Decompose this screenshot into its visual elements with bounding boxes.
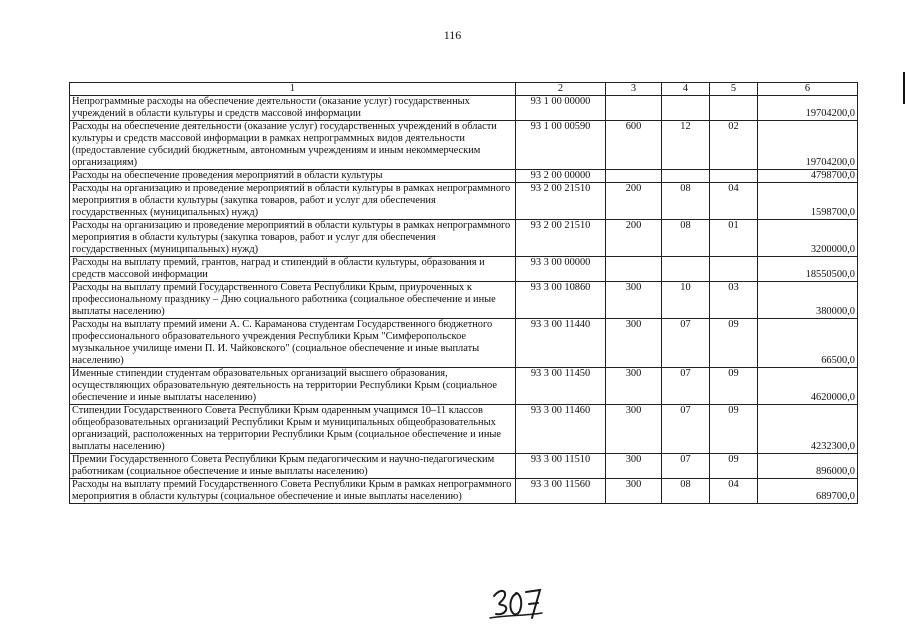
row-name: Расходы на обеспечение проведения мероприятий в области культуры xyxy=(70,170,516,183)
row-pr: 01 xyxy=(710,220,758,257)
row-amount: 689700,0 xyxy=(758,479,858,504)
row-pr xyxy=(710,170,758,183)
row-pr: 04 xyxy=(710,479,758,504)
row-rz xyxy=(662,170,710,183)
row-name: Расходы на организацию и проведение мероприятий в области культуры в рамках непрограммного мероприятия в области культуры (закупка товаров, работ и услуг для обеспечения государственных (муниципальных) нужд) xyxy=(70,220,516,257)
row-pr xyxy=(710,257,758,282)
row-rz xyxy=(662,96,710,121)
row-code: 93 3 00 11510 xyxy=(516,454,606,479)
table-row xyxy=(70,257,858,282)
table-row xyxy=(70,479,858,504)
row-name: Расходы на обеспечение деятельности (оказание услуг) государственных учреждений в области культуры и средств массовой информации в рамках непрограммных видов деятельности (предоставление субсидий бюджетным, автономным учреждениям и иным некоммерческим организациям) xyxy=(70,121,516,170)
row-amount: 4232300,0 xyxy=(758,405,858,454)
row-amount: 4798700,0 xyxy=(758,170,858,183)
row-pr: 09 xyxy=(710,405,758,454)
table-row xyxy=(70,454,858,479)
header-col-amount: 6 xyxy=(758,83,858,96)
row-rz: 08 xyxy=(662,183,710,220)
row-code: 93 2 00 21510 xyxy=(516,220,606,257)
table-row xyxy=(70,170,858,183)
row-vr xyxy=(606,257,662,282)
row-vr: 300 xyxy=(606,405,662,454)
row-pr xyxy=(710,96,758,121)
table-row xyxy=(70,96,858,121)
table-row xyxy=(70,183,858,220)
row-vr xyxy=(606,96,662,121)
row-code: 93 3 00 11450 xyxy=(516,368,606,405)
row-pr: 03 xyxy=(710,282,758,319)
budget-table xyxy=(69,82,858,504)
row-amount: 4620000,0 xyxy=(758,368,858,405)
row-name: Премии Государственного Совета Республики Крым педагогическим и научно-педагогическим работникам (социальное обеспечение и иные выплаты населению) xyxy=(70,454,516,479)
row-pr: 09 xyxy=(710,368,758,405)
row-vr: 300 xyxy=(606,282,662,319)
row-vr: 300 xyxy=(606,479,662,504)
row-vr: 300 xyxy=(606,368,662,405)
row-name: Расходы на выплату премий Государственного Совета Республики Крым в рамках непрограммного мероприятия в области культуры (социальное обеспечение и иные выплаты населению) xyxy=(70,479,516,504)
row-pr: 02 xyxy=(710,121,758,170)
row-amount: 66500,0 xyxy=(758,319,858,368)
page-number: 116 xyxy=(443,28,462,42)
header-col-pr: 5 xyxy=(710,83,758,96)
header-col-rz: 4 xyxy=(662,83,710,96)
row-vr: 600 xyxy=(606,121,662,170)
table-row xyxy=(70,405,858,454)
row-code: 93 3 00 00000 xyxy=(516,257,606,282)
row-code: 93 2 00 00000 xyxy=(516,170,606,183)
row-amount: 1598700,0 xyxy=(758,183,858,220)
row-amount: 19704200,0 xyxy=(758,121,858,170)
row-rz: 10 xyxy=(662,282,710,319)
row-rz: 08 xyxy=(662,220,710,257)
row-name: Расходы на организацию и проведение мероприятий в области культуры в рамках непрограммного мероприятия в области культуры (закупка товаров, работ и услуг для обеспечения государственных (муниципальных) нужд) xyxy=(70,183,516,220)
row-rz: 07 xyxy=(662,368,710,405)
row-pr: 09 xyxy=(710,319,758,368)
row-amount: 3200000,0 xyxy=(758,220,858,257)
row-rz: 12 xyxy=(662,121,710,170)
row-name: Стипендии Государственного Совета Республики Крым одаренным учащимся 10–11 классов общеобразовательных организаций Республики Крым и муниципальных общеобразовательных организаций, расположенных на территории Республики Крым (социальное обеспечение и иные выплаты населению) xyxy=(70,405,516,454)
row-amount: 380000,0 xyxy=(758,282,858,319)
row-code: 93 3 00 11440 xyxy=(516,319,606,368)
row-vr xyxy=(606,170,662,183)
row-rz xyxy=(662,257,710,282)
handwritten-page-mark xyxy=(486,584,546,622)
row-vr: 300 xyxy=(606,454,662,479)
row-rz: 08 xyxy=(662,479,710,504)
row-name: Именные стипендии студентам образовательных организаций высшего образования, осуществляющих образовательную деятельность на территории Республики Крым (социальное обеспечение и иные выплаты населению) xyxy=(70,368,516,405)
row-vr: 200 xyxy=(606,183,662,220)
table-row xyxy=(70,220,858,257)
row-vr: 300 xyxy=(606,319,662,368)
header-col-name: 1 xyxy=(70,83,516,96)
row-code: 93 1 00 00590 xyxy=(516,121,606,170)
row-code: 93 1 00 00000 xyxy=(516,96,606,121)
row-amount: 896000,0 xyxy=(758,454,858,479)
row-name: Расходы на выплату премий, грантов, наград и стипендий в области культуры, образования и средств массовой информации xyxy=(70,257,516,282)
row-rz: 07 xyxy=(662,454,710,479)
table-row xyxy=(70,319,858,368)
table-header-row xyxy=(70,83,858,96)
row-vr: 200 xyxy=(606,220,662,257)
row-code: 93 3 00 10860 xyxy=(516,282,606,319)
row-pr: 09 xyxy=(710,454,758,479)
row-code: 93 3 00 11560 xyxy=(516,479,606,504)
header-col-vr: 3 xyxy=(606,83,662,96)
table-row xyxy=(70,282,858,319)
row-rz: 07 xyxy=(662,319,710,368)
row-code: 93 3 00 11460 xyxy=(516,405,606,454)
row-name: Расходы на выплату премий имени А. С. Караманова студентам Государственного бюджетного профессионального образовательного учреждения Республики Крым "Симферопольское музыкальное училище имени П. И. Чайковского" (социальное обеспечение и иные выплаты населению) xyxy=(70,319,516,368)
row-amount: 18550500,0 xyxy=(758,257,858,282)
row-name: Расходы на выплату премий Государственного Совета Республики Крым, приуроченных к профессиональному празднику – Дню социального работника (социальное обеспечение и иные выплаты населению) xyxy=(70,282,516,319)
row-rz: 07 xyxy=(662,405,710,454)
row-pr: 04 xyxy=(710,183,758,220)
row-amount: 19704200,0 xyxy=(758,96,858,121)
row-code: 93 2 00 21510 xyxy=(516,183,606,220)
table-row xyxy=(70,121,858,170)
row-name: Непрограммные расходы на обеспечение деятельности (оказание услуг) государственных учреждений в области культуры и средств массовой информации xyxy=(70,96,516,121)
table-row xyxy=(70,368,858,405)
header-col-code: 2 xyxy=(516,83,606,96)
